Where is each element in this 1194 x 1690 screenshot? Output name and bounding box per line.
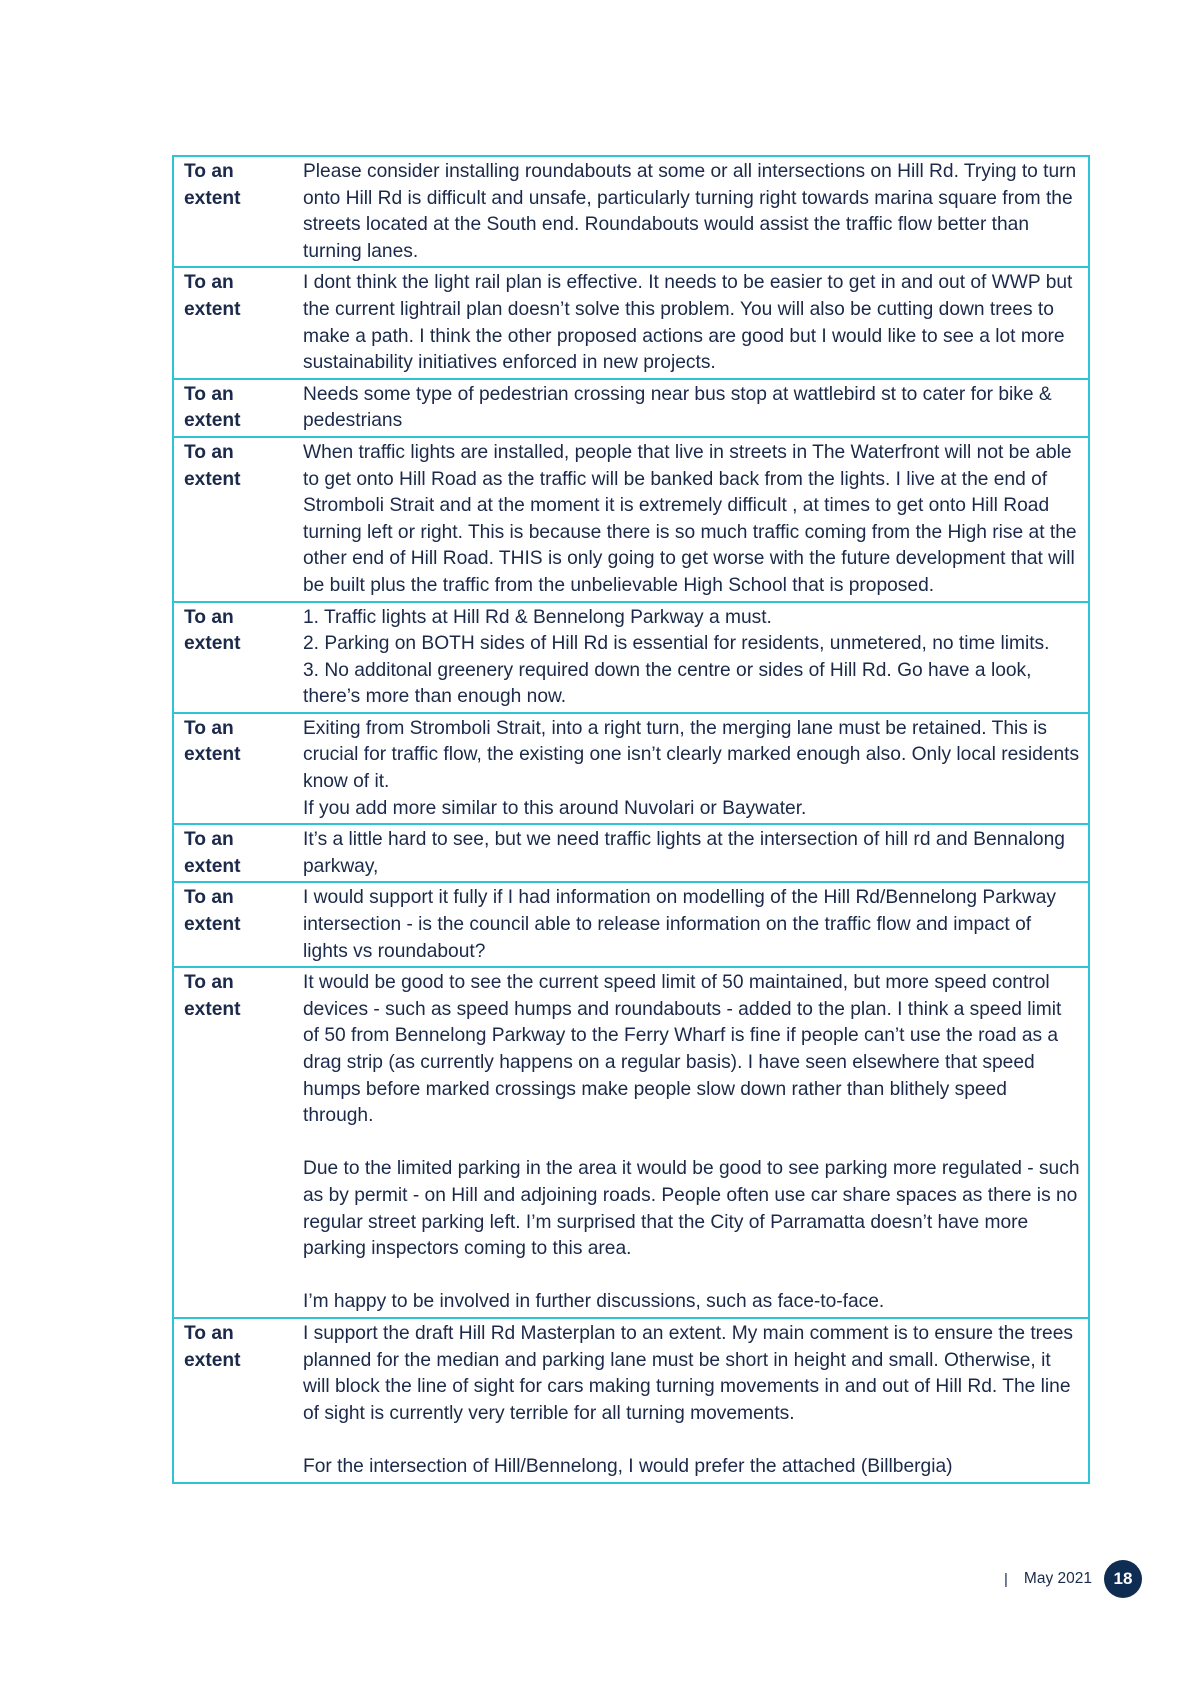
comment-cell bbox=[293, 156, 1089, 267]
rating-cell: To an extent bbox=[173, 156, 293, 267]
table-row bbox=[173, 882, 1089, 967]
comment-cell bbox=[293, 882, 1089, 967]
footer-date: May 2021 bbox=[1023, 1570, 1092, 1587]
rating-cell: To an extent bbox=[173, 967, 293, 1318]
comment-cell bbox=[293, 437, 1089, 602]
comment-paragraph: Exiting from Stromboli Strait, into a right turn, the merging lane must be retained. This is crucial for traffic flow, the existing one isn’t clearly marked enough also. Only local residents know of it. bbox=[303, 717, 1080, 793]
rating-cell: To an extent bbox=[173, 602, 293, 713]
rating-cell: To an extent bbox=[173, 437, 293, 602]
comment-cell bbox=[293, 967, 1089, 1318]
rating-cell: To an extent bbox=[173, 267, 293, 378]
feedback-table bbox=[172, 155, 1090, 1484]
comment-paragraph: I dont think the light rail plan is effective. It needs to be easier to get in and out of WWP but the current lightrail plan doesn’t solve this problem. You will also be cutting down trees to make a path. I think the other proposed actions are good but I would like to see a lot more sustainability initiatives enforced in new projects. bbox=[303, 272, 1073, 374]
comment-cell bbox=[293, 602, 1089, 713]
comment-paragraph: 2. Parking on BOTH sides of Hill Rd is essential for residents, unmetered, no time limits. bbox=[303, 633, 1050, 655]
table-row bbox=[173, 379, 1089, 437]
table-row bbox=[173, 967, 1089, 1318]
comment-paragraph: For the intersection of Hill/Bennelong, I would prefer the attached (Billbergia) bbox=[303, 1455, 953, 1477]
table-row bbox=[173, 1318, 1089, 1483]
rating-cell: To an extent bbox=[173, 882, 293, 967]
table-row bbox=[173, 156, 1089, 267]
feedback-table-body bbox=[173, 156, 1089, 1483]
rating-cell: To an extent bbox=[173, 824, 293, 882]
comment-paragraph: I’m happy to be involved in further discussions, such as face-to-face. bbox=[303, 1291, 885, 1313]
table-row bbox=[173, 824, 1089, 882]
rating-cell: To an extent bbox=[173, 1318, 293, 1483]
comment-paragraph: When traffic lights are installed, people that live in streets in The Waterfront will not be able to get onto Hill Road as the traffic will be banked back from the lights. I live at the end of Stromboli Strait and at the moment it is extremely difficult , at times to get onto Hill Road turning left or right. This is because there is so much traffic coming from the High rise at the other end of Hill Road. THIS is only going to get worse with the future development that will be built plus the traffic from the unbelievable High School that is proposed. bbox=[303, 441, 1077, 596]
table-row bbox=[173, 267, 1089, 378]
comment-cell bbox=[293, 1318, 1089, 1483]
comment-paragraph: If you add more similar to this around Nuvolari or Baywater. bbox=[303, 797, 807, 819]
comment-paragraph: Needs some type of pedestrian crossing near bus stop at wattlebird st to cater for bike & pedestrians bbox=[303, 383, 1052, 432]
table-row bbox=[173, 602, 1089, 713]
comment-cell bbox=[293, 267, 1089, 378]
page-footer bbox=[1004, 1560, 1142, 1598]
comment-paragraph: It’s a little hard to see, but we need traffic lights at the intersection of hill rd and Bennalong parkway, bbox=[303, 829, 1065, 877]
footer-separator: | bbox=[1004, 1570, 1008, 1588]
comment-paragraph: I would support it fully if I had information on modelling of the Hill Rd/Bennelong Parkway intersection - is the council able to release information on the traffic flow and impact of lights vs roundabout? bbox=[303, 887, 1056, 962]
rating-cell: To an extent bbox=[173, 713, 293, 824]
comment-cell bbox=[293, 379, 1089, 437]
comment-cell bbox=[293, 713, 1089, 824]
comment-paragraph: I support the draft Hill Rd Masterplan to an extent. My main comment is to ensure the trees planned for the median and parking lane must be short in height and small. Otherwise, it will block the line of sight for cars making turning movements in and out of Hill Rd. The line of sight is currently very terrible for all turning movements. bbox=[303, 1322, 1073, 1424]
comment-cell bbox=[293, 824, 1089, 882]
rating-cell: To an extent bbox=[173, 379, 293, 437]
comment-paragraph: 3. No additonal greenery required down the centre or sides of Hill Rd. Go have a look, there’s more than enough now. bbox=[303, 659, 1032, 708]
comment-paragraph: Please consider installing roundabouts at some or all intersections on Hill Rd. Trying to turn onto Hill Rd is difficult and unsafe, particularly turning right towards marina square from the streets located at the South end. Roundabouts would assist the traffic flow better than turning lanes. bbox=[303, 161, 1077, 262]
page-number-badge: 18 bbox=[1104, 1560, 1142, 1598]
comment-paragraph: It would be good to see the current speed limit of 50 maintained, but more speed control devices - such as speed humps and roundabouts - added to the plan. I think a speed limit of 50 from Bennelong Parkway to the Ferry Wharf is fine if people can’t use the road as a drag strip (as currently happens on a regular basis). I have seen elsewhere that speed humps before marked crossings make people slow down rather than blithely speed through. bbox=[303, 972, 1062, 1127]
comment-paragraph: 1. Traffic lights at Hill Rd & Bennelong Parkway a must. bbox=[303, 606, 772, 628]
table-row bbox=[173, 713, 1089, 824]
table-row bbox=[173, 437, 1089, 602]
comment-paragraph: Due to the limited parking in the area it would be good to see parking more regulated - such as by permit - on Hill and adjoining roads. People often use car share spaces as there is no regular street parking left. I’m surprised that the City of Parramatta doesn’t have more parking inspectors coming to this area. bbox=[303, 1158, 1080, 1260]
